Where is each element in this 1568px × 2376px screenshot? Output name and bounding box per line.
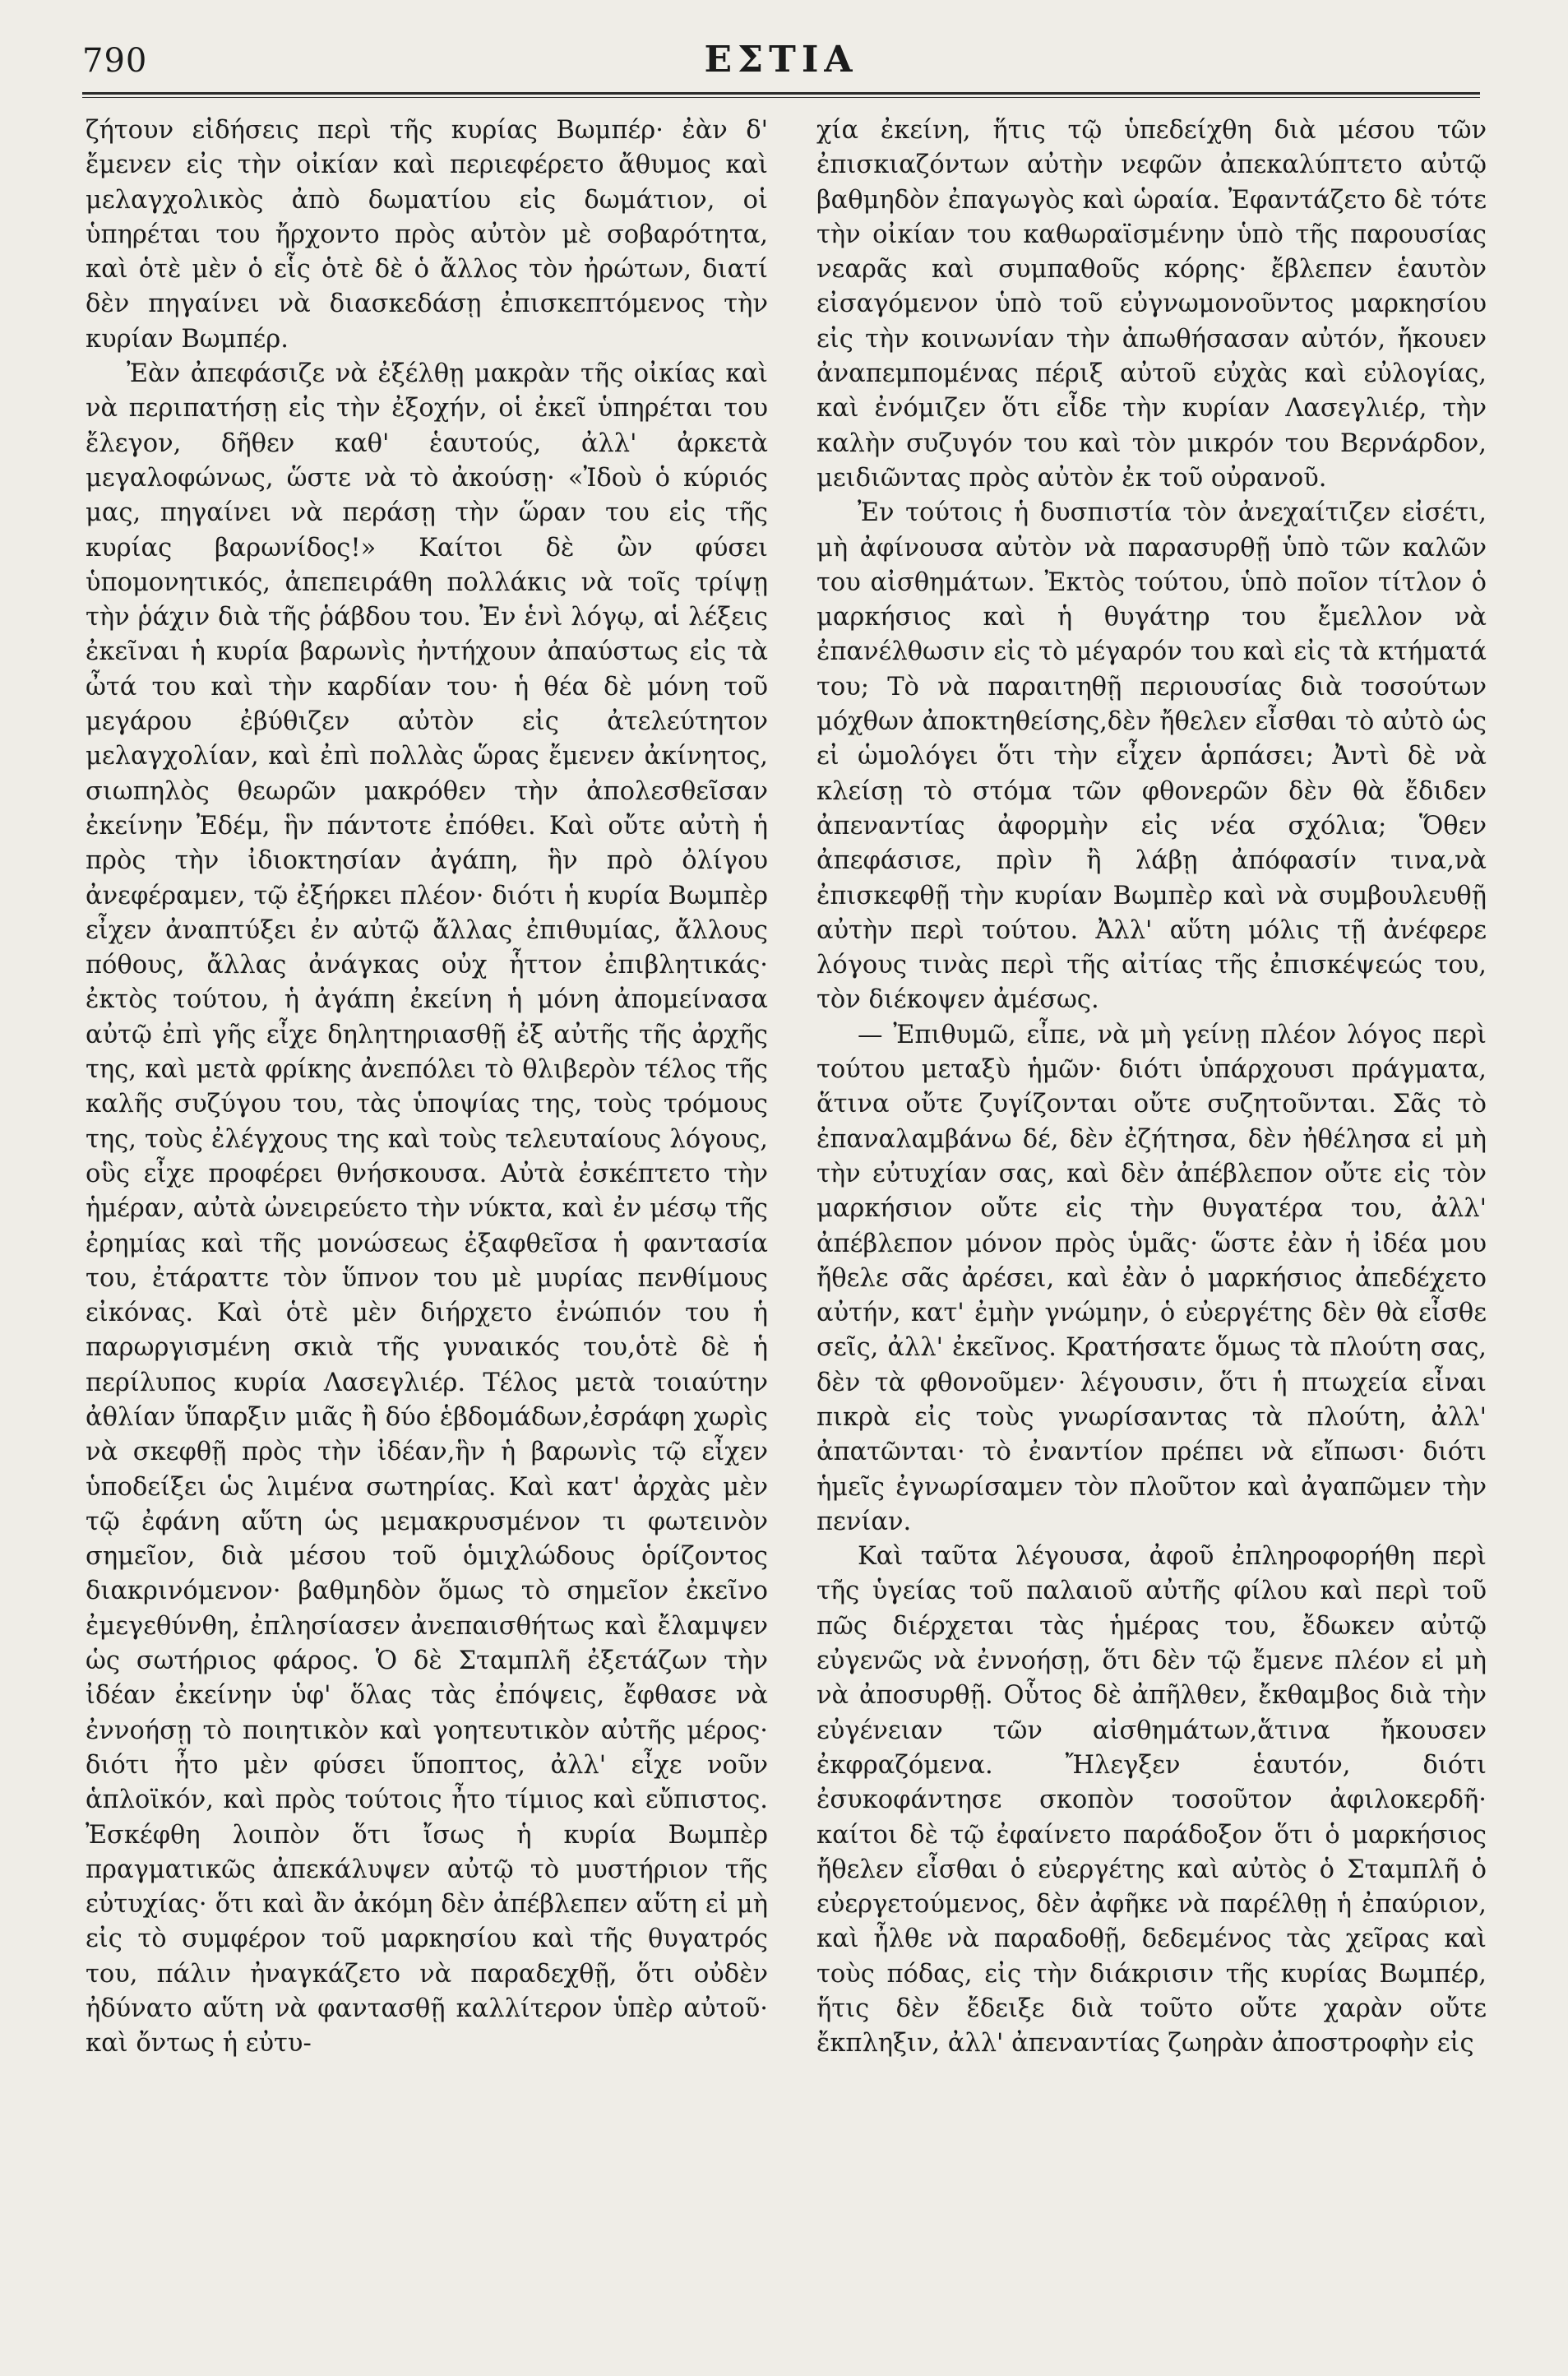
right-paragraph-4: Καὶ ταῦτα λέγουσα, ἀφοῦ ἐπληροφορήθη περὶ τῆς ὑγείας τοῦ παλαιοῦ αὐτῆς φίλου καὶ περὶ τοῦ πῶς διέρχεται τὰς ἡμέρας του, ἔδωκεν αὐτῷ εὐγενῶς νὰ ἐννοήσῃ, ὅτι δὲν τῷ ἔμενε πλέον εἰ μὴ νὰ ἀποσυρθῇ. Οὗτος δὲ ἀπῆλθεν, ἔκθαμβος διὰ τὴν εὐγένειαν τῶν αἰσθημάτων,ἅτινα ἤκουσεν ἐκφραζόμενα. Ἤλεγξεν ἑαυτόν, διότι ἐσυκοφάντησε σκοπὸν τοσοῦτον ἀφιλοκερδῆ· καίτοι δὲ τῷ ἐφαίνετο παράδοξον ὅτι ὁ μαρκήσιος ἤθελεν εἶσθαι ὁ εὐεργέτης καὶ αὐτὸς ὁ Σταμπλῆ ὁ εὐεργετούμενος, δὲν ἀφῆκε νὰ παρέλθῃ ἡ ἐπαύριον, καὶ ἦλθε νὰ παραδοθῇ, δεδεμένος τὰς χεῖρας καὶ τοὺς πόδας, εἰς τὴν διάκρισιν τῆς κυρίας Βωμπέρ, ἥτις δὲν ἔδειξε διὰ τοῦτο οὔτε χαρὰν οὔτε ἔκπληξιν, ἀλλ' ἀπεναντίας ζωηρὰν ἀποστροφὴν εἰς [816,1542,1487,2059]
right-paragraph-1: χία ἐκείνη, ἥτις τῷ ὑπεδείχθη διὰ μέσου τῶν ἐπισκιαζόντων αὐτὴν νεφῶν ἀπεκαλύπτετο αὐτῷ βαθμηδὸν ἐπαγωγὸς καὶ ὡραία. Ἐφαντάζετο δὲ τότε τὴν οἰκίαν του καθωραϊσμένην ὑπὸ τῆς παρουσίας νεαρᾶς καὶ συμπαθοῦς κόρης· ἔβλεπεν ἑαυτὸν εἰσαγόμενον ὑπὸ τοῦ εὐγνωμονοῦντος μαρκησίου εἰς τὴν κοινωνίαν τὴν ἀπωθήσασαν αὐτόν, ἤκουεν ἀναπεμπομένας πέριξ αὐτοῦ εὐχὰς καὶ εὐλογίας, καὶ ἐνόμιζεν ὅτι εἶδε τὴν κυρίαν Λασεγλιέρ, τὴν καλὴν συζυγόν του καὶ τὸν μικρόν του Βερνάρδον, μειδιῶντας πρὸς αὐτὸν ἐκ τοῦ οὐρανοῦ. [816,116,1487,493]
left-paragraph-2: Ἐὰν ἀπεφάσιζε νὰ ἐξέλθῃ μακρὰν τῆς οἰκίας καὶ νὰ περιπατήσῃ εἰς τὴν ἐξοχήν, οἱ ἐκεῖ ὑπηρέται του ἔλεγον, δῆθεν καθ' ἑαυτούς, ἀλλ' ἀρκετὰ μεγαλοφώνως, ὥστε νὰ τὸ ἀκούσῃ· «Ἰδοὺ ὁ κύριός μας, πηγαίνει νὰ περάσῃ τὴν ὥραν του εἰς τῆς κυρίας βαρωνίδος!» Καίτοι δὲ ὢν φύσει ὑπομονητικός, ἀπεπειράθη πολλάκις νὰ τοῖς τρίψῃ τὴν ῥάχιν διὰ τῆς ῥάβδου του. Ἐν ἑνὶ λόγῳ, αἱ λέξεις ἐκεῖναι ἡ κυρία βαρωνὶς ἠντήχουν ἀπαύστως εἰς τὰ ὦτά του καὶ τὴν καρδίαν του· ἡ θέα δὲ μόνη τοῦ μεγάρου ἐβύθιζεν αὐτὸν εἰς ἀτελεύτητον μελαγχολίαν, καὶ ἐπὶ πολλὰς ὥρας ἔμενεν ἀκίνητος, σιωπηλὸς θεωρῶν μακρόθεν τὴν ἀπολεσθεῖσαν ἐκείνην Ἐδέμ, ἣν πάντοτε ἐπόθει. Καὶ οὔτε αὐτὴ ἡ πρὸς τὴν ἰδιοκτησίαν ἀγάπη, ἣν πρὸ ὀλίγου ἀνεφέραμεν, τῷ ἐξήρκει πλέον· διότι ἡ κυρία Βωμπὲρ εἶχεν ἀναπτύξει ἐν αὐτῷ ἄλλας ἐπιθυμίας, ἄλλους πόθους, ἄλλας ἀνάγκας οὐχ ἧττον ἐπιβλητικάς· ἐκτὸς τούτου, ἡ ἀγάπη ἐκείνη ἡ μόνη ἀπομείνασα αὐτῷ ἐπὶ γῆς εἶχε δηλητηριασθῇ ἐξ αὐτῆς τῆς ἀρχῆς της, καὶ μετὰ φρίκης ἀνεπόλει τὸ θλιβερὸν τέλος τῆς καλῆς συζύγου του, τὰς ὑποψίας της, τοὺς τρόμους της, τοὺς ἐλέγχους της καὶ τοὺς τελευταίους λόγους, οὓς εἶχε προφέρει θνήσκουσα. Αὐτὰ ἐσκέπτετο τὴν ἡμέραν, αὐτὰ ὠνειρεύετο τὴν νύκτα, καὶ ἐν μέσῳ τῆς ἐρημίας καὶ τῆς μονώσεως ἐξαφθεῖσα ἡ φαντασία του, ἐτάραττε τὸν ὕπνον του μὲ μυρίας πενθίμους εἰκόνας. Καὶ ὁτὲ μὲν διήρχετο ἐνώπιόν του ἡ παρωργισμένη σκιὰ τῆς γυναικός του,ὁτὲ δὲ ἡ περίλυπος κυρία Λασεγλιέρ. Τέλος μετὰ τοιαύτην ἀθλίαν ὕπαρξιν μιᾶς ἢ δύο ἑβδομάδων,ἐσράφη χωρὶς νὰ σκεφθῇ πρὸς τὴν ἰδέαν,ἣν ἡ βαρωνὶς τῷ εἶχεν ὑποδείξει ὡς λιμένα σωτηρίας. Καὶ κατ' ἀρχὰς μὲν τῷ ἐφάνη αὕτη ὡς μεμακρυσμένον τι φωτεινὸν σημεῖον, διὰ μέσου τοῦ ὁμιχλώδους ὁρίζοντος διακρινόμενον· βαθμηδὸν ὅμως τὸ σημεῖον ἐκεῖνο ἐμεγεθύνθη, ἐπλησίασεν ἀνεπαισθήτως καὶ ἔλαμψεν ὡς σωτήριος φάρος. Ὁ δὲ Σταμπλῆ ἐξετάζων τὴν ἰδέαν ἐκείνην ὑφ' ὅλας τὰς ἐπόψεις, ἔφθασε νὰ ἐννοήσῃ τὸ ποιητικὸν καὶ γοητευτικὸν αὐτῆς μέρος· διότι ἦτο μὲν φύσει ὕποπτος, ἀλλ' εἶχε νοῦν ἁπλοϊκόν, καὶ πρὸς τούτοις ἦτο τίμιος καὶ εὔπιστος. Ἐσκέφθη λοιπὸν ὅτι ἴσως ἡ κυρία Βωμπὲρ πραγματικῶς ἀπεκάλυψεν αὐτῷ τὸ μυστήριον τῆς εὐτυχίας· ὅτι καὶ ἂν ἀκόμη δὲν ἀπέβλεπεν αὕτη εἰ μὴ εἰς τὸ συμφέρον τοῦ μαρκησίου καὶ τῆς θυγατρός του, πάλιν ἠναγκάζετο νὰ παραδεχθῇ, ὅτι οὐδὲν ἠδύνατο αὕτη νὰ φαντασθῇ καλλίτερον ὑπὲρ αὐτοῦ· καὶ ὄντως ἡ εὐτυ- [86,359,768,2059]
right-column [816,113,1487,2062]
right-paragraph-3: — Ἐπιθυμῶ, εἶπε, νὰ μὴ γείνῃ πλέον λόγος περὶ τούτου μεταξὺ ἡμῶν· διότι ὑπάρχουσι πράγματα, ἅτινα οὔτε ζυγίζονται οὔτε συζητοῦνται. Σᾶς τὸ ἐπαναλαμβάνω δέ, δὲν ἐζήτησα, δὲν ἠθέλησα εἰ μὴ τὴν εὐτυχίαν σας, καὶ δὲν ἀπέβλεπον οὔτε εἰς τὸν μαρκήσιον οὔτε εἰς τὴν θυγατέρα του, ἀλλ' ἀπέβλεπον μόνον πρὸς ὑμᾶς· ὥστε ἐὰν ἡ ἰδέα μου ἤθελε σᾶς ἀρέσει, καὶ ἐὰν ὁ μαρκήσιος ἀπεδέχετο αὐτήν, κατ' ἐμὴν γνώμην, ὁ εὐεργέτης δὲν θὰ εἶσθε σεῖς, ἀλλ' ἐκεῖνος. Κρατήσατε ὅμως τὰ πλούτη σας, δὲν τὰ φθονοῦμεν· λέγουσιν, ὅτι ἡ πτωχεία εἶναι πικρὰ εἰς τοὺς γνωρίσαντας τὰ πλούτη, ἀλλ' ἀπατῶνται· τὸ ἐναντίον πρέπει νὰ εἴπωσι· διότι ἡμεῖς ἐγνωρίσαμεν τὸν πλοῦτον καὶ ἀγαπῶμεν τὴν πενίαν. [816,1020,1487,1536]
running-title: ΕΣΤΙΑ [704,39,858,81]
right-paragraph-2: Ἐν τούτοις ἡ δυσπιστία τὸν ἀνεχαίτιζεν εἰσέτι, μὴ ἀφίνουσα αὐτὸν νὰ παρασυρθῇ ὑπὸ τῶν καλῶν του αἰσθημάτων. Ἐκτὸς τούτου, ὑπὸ ποῖον τίτλον ὁ μαρκήσιος καὶ ἡ θυγάτηρ του ἔμελλον νὰ ἐπανέλθωσιν εἰς τὸ μέγαρόν του καὶ εἰς τὰ κτήματά του; Τὸ νὰ παραιτηθῇ περιουσίας διὰ τοσούτων μόχθων ἀποκτηθείσης,δὲν ἤθελεν εἶσθαι τὸ αὐτὸ ὡς εἰ ὡμολόγει ὅτι τὴν εἶχεν ἁρπάσει; Ἀντὶ δὲ νὰ κλείσῃ τὸ στόμα τῶν φθονερῶν δὲν θὰ ἔδιδεν ἀπεναντίας ἀφορμὴν εἰς νέα σχόλια; Ὅθεν ἀπεφάσισε, πρὶν ἢ λάβῃ ἀπόφασίν τινα,νὰ ἐπισκεφθῇ τὴν κυρίαν Βωμπὲρ καὶ νὰ συμβουλευθῇ αὐτὴν περὶ τούτου. Ἀλλ' αὕτη μόλις τῇ ἀνέφερε λόγους τινὰς περὶ τῆς αἰτίας τῆς ἐπισκέψεώς του, τὸν διέκοψεν ἀμέσως. [816,498,1487,1015]
header-rule [82,92,1480,95]
header-rule-thin [82,97,1480,98]
page-number: 790 [82,42,148,80]
page-header [82,37,1480,86]
left-column [86,113,768,2062]
left-paragraph-1: ζήτουν εἰδήσεις περὶ τῆς κυρίας Βωμπέρ· ἐὰν δ' ἔμενεν εἰς τὴν οἰκίαν καὶ περιεφέρετο ἄθυμος καὶ μελαγχολικὸς ἀπὸ δωματίου εἰς δωμάτιον, οἱ ὑπηρέται του ἤρχοντο πρὸς αὐτὸν μὲ σοβαρότητα, καὶ ὁτὲ μὲν ὁ εἷς ὁτὲ δὲ ὁ ἄλλος τὸν ἠρώτων, διατί δὲν πηγαίνει νὰ διασκεδάσῃ ἐπισκεπτόμενος τὴν κυρίαν Βωμπέρ. [86,116,768,354]
